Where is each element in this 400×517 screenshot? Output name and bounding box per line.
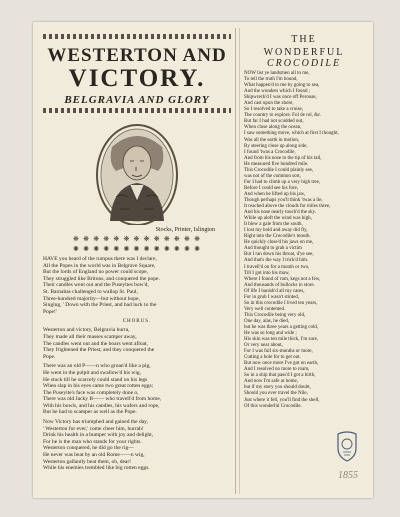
verse-2: There was an old P——n who groan'd like a pig, He went in the pulpit and swallow'd his wig, He stuck till he scarcely could stand on his legs When slap in his eyes came two great rotten eggs; The Puseyite's face was completely done o, There was old Jacky B—— who travell'd from home, With his bowls, and his candles, his wafers and rope, But he had to scamper as well as the Pope. <box>43 363 162 416</box>
ornament-row-1: ❋ ❋ ❋ ❋ ❋ ❋ ❋ ❋ ❋ ❋ ❋ ❋ ❋ <box>73 235 201 243</box>
ornament-row-2: ✺ ✺ ✺ ✺ ✺ ✺ ✺ ✺ ✺ ✺ ✺ ✺ ✺ <box>73 245 201 253</box>
broadside-sheet <box>33 22 373 498</box>
library-stamp-icon <box>335 430 359 462</box>
portrait-area <box>39 117 235 225</box>
crocodile-poem: NOW list ye landsmen all to me, To tell the truth I'm bound, What happen'd to me by going to sea, And the wonders which I found ; Shipwreck'd I was once off Perouse, And cast upon the shore, So I resolved to take a cruise, The country to explore. Fol de rol, &c. But far I had not scudded out, When close along the ocean, I saw something move, which at first I thought, Was all the earth in motion, By steering close up along side, I found 'twas a Crocodile, And from his nose to the tip of his tail, He measured five hundred mile. This Crocodile I could plainly see, was not of the common sort, For I had to climb up a very high tree, Before I could see his fore, And when he lifted up his jaw, Though perhaps you'll think 'twas a lie, It reached above the clouds for miles three, And his nose nearly touch'd the sky. While up aloft the wind was high, It blew a gale from the south, I lost my hold and away did fly, Right into the Crocodile's mouth. He quickly close'd his jaws on me, And thought to grab a victim But I ran down his throat, d'ye see, And that's the way I trick'd him. I travell'd on for a month or two, Till I got into his maw, Where I found of rum, kegs not a few, And thousands of bullocks in store. Of life I banish'd all my cares, For in grub I wasn't stinted, So in this crocodile I lived ten years, Very well contented. This Crocodile being very old, One day, alas, he died, but he was three years a getting cold, He was so long and wide ; His skin was ten mile thick, I'm sure, Or very near about, For I was full six-months or more, Cutting a hole for to get out. But now once more I've got on earth, And I resolved no more to roam, So in a ship that pass'd I got a birth, And now I'm safe at home, but if my story you should doubt, Should you ever travel the Nile, Just where it fell, you'll find the shell, Of this wonderful Crocodile. <box>244 71 339 409</box>
top-ornament-border <box>43 34 231 39</box>
chorus-heading: CHORUS. <box>122 319 152 325</box>
printer-imprint: Stocks, Printer, Islington <box>155 227 215 233</box>
pencil-date-annotation: 1855 <box>338 470 358 481</box>
title-line-1: WESTERTON AND <box>47 45 227 66</box>
chorus-text: Westerton and victory, Belgravia hurra, They made all their masses scamper away, The candles went out and the boars went afloat, They frightened the Priest, and they conquered the Pope. <box>43 327 155 360</box>
verse-1: HAVE you heard of the rumpus there was I declare, All the Popes in the world was in Belgrave Square, But the lords of England no power could scope, They struggled like Britons, and conquered the pope. Their candles went out and the Puseyites bow'd, St. Barnabas challenged to wallop St. Paul, Three-hundred majority—but without hope, Singing, ' Down with the Priest, and bad luck to the Pope!' <box>43 256 160 315</box>
verse-3: Now Victory has triumphed and gained the day, ' Westerton for ever,' come cheer him, hurrah! Drink his health in a bumper with joy and delight, For he is the man who stands for your rights. Westerton conquered, he did go the rig— He never was beat by an old Rome——n wig, Westerton gallantly beat them, oh, dear! While his enemies trembled like big rotten eggs. <box>43 419 153 472</box>
left-column <box>39 32 235 494</box>
right-column <box>240 32 368 494</box>
upper-ornament-border <box>43 108 231 113</box>
title-line-2: VICTORY. <box>68 65 206 92</box>
crocodile-title-line-1: THE <box>291 34 317 45</box>
subtitle: BELGRAVIA AND GLORY <box>64 94 210 106</box>
crocodile-title-line-2: WONDERFUL <box>263 47 345 58</box>
crocodile-title-line-3: CROCODILE <box>266 58 342 69</box>
portrait-woodcut-image <box>92 117 182 225</box>
